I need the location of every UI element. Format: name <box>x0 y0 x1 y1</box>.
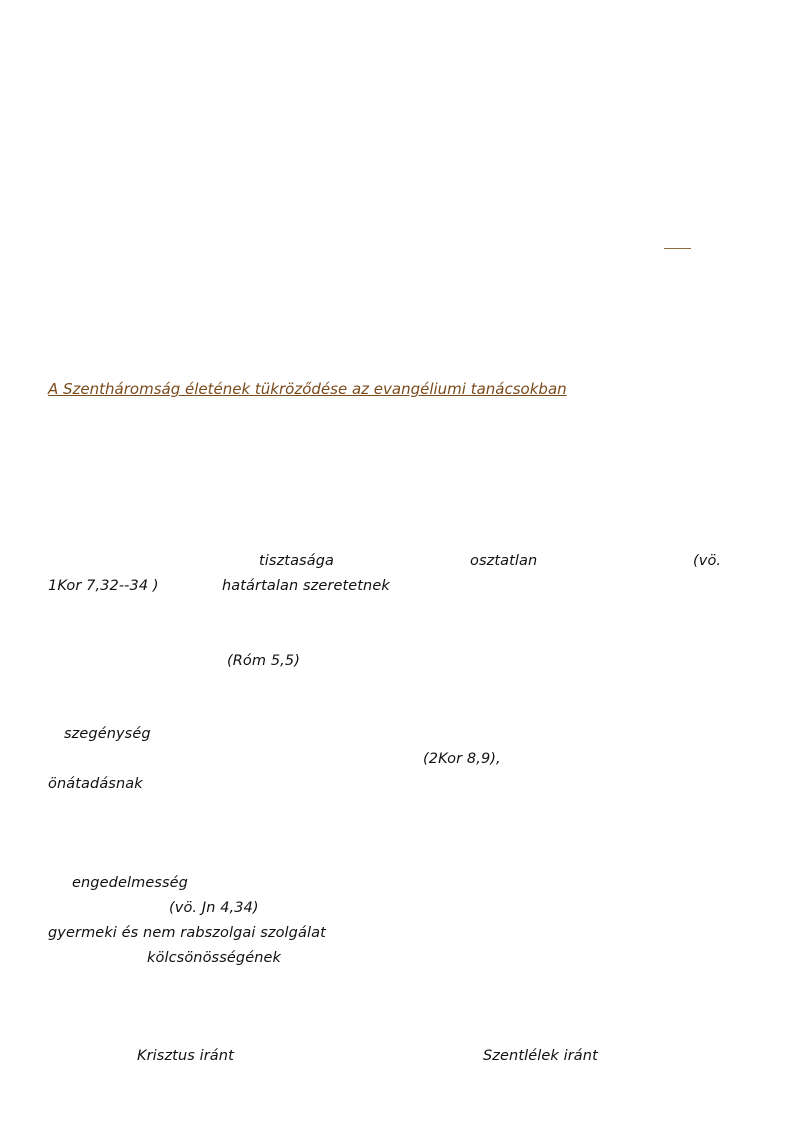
fragment-szentlelek-irant: Szentlélek iránt <box>483 1048 598 1064</box>
fragment-kolcsonossegenek: kölcsönösségének <box>147 950 282 966</box>
section-heading: A Szentháromság életének tükröződése az evangéliumi tanácsokban <box>48 380 567 398</box>
fragment-hatartalan-szeretetnek: határtalan szeretetnek <box>222 578 390 594</box>
fragment-szegenyseg: szegénység <box>64 726 151 742</box>
fragment-gyermeki-szolgalat: gyermeki és nem rabszolgai szolgálat <box>48 925 326 941</box>
fragment-2kor-reference: (2Kor 8,9), <box>423 751 501 767</box>
fragment-rom-reference: (Róm 5,5) <box>227 653 300 669</box>
fragment-krisztus-irant: Krisztus iránt <box>137 1048 234 1064</box>
fragment-osztatlan: osztatlan <box>470 553 538 569</box>
fragment-tisztasaga: tisztasága <box>259 553 334 569</box>
fragment-engedelmesseg: engedelmesség <box>72 875 188 891</box>
fragment-onatadasnak: önátadásnak <box>48 776 143 792</box>
fragment-vo-reference: (vö. <box>693 553 722 569</box>
fragment-jn-reference: (vö. Jn 4,34) <box>169 900 259 916</box>
footnote-rule <box>664 248 691 249</box>
fragment-1kor-reference: 1Kor 7,32--34 ) <box>48 578 159 594</box>
